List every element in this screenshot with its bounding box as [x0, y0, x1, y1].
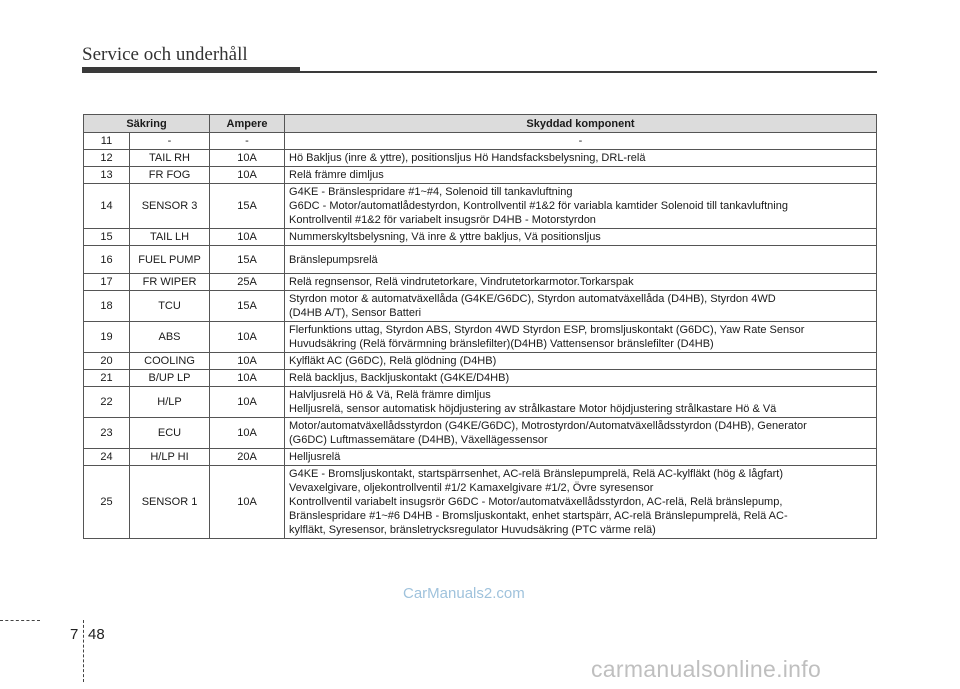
fuse-ampere: -	[210, 133, 285, 150]
footer-rule-vertical	[83, 620, 85, 682]
component-line: Relä backljus, Backljuskontakt (G4KE/D4HB)	[289, 372, 510, 384]
component-line: kylfläkt, Syresensor, bränsletrycksregulator Huvudsäkring (PTC värme relä)	[289, 524, 656, 536]
fuse-name: ABS	[130, 322, 210, 353]
fuse-number: 25	[84, 466, 130, 539]
fuse-ampere: 10A	[210, 322, 285, 353]
page-number: 48	[88, 626, 105, 643]
fuse-ampere: 10A	[210, 229, 285, 246]
component-line: Kontrollventil variabelt insugsrör G6DC - Motor/automatväxellådsstyrdon, AC-relä, Relä bränslepump,	[289, 496, 783, 508]
table-row	[84, 418, 877, 449]
protected-component	[285, 291, 877, 322]
fuse-ampere: 10A	[210, 167, 285, 184]
fuse-number: 20	[84, 353, 130, 370]
protected-component	[285, 370, 877, 387]
fuse-number: 22	[84, 387, 130, 418]
protected-component	[285, 466, 877, 539]
fuse-ampere: 20A	[210, 449, 285, 466]
protected-component	[285, 322, 877, 353]
fuse-number: 21	[84, 370, 130, 387]
fuse-number: 18	[84, 291, 130, 322]
header-rule-thin	[300, 71, 877, 73]
header-ampere: Ampere	[210, 115, 285, 133]
component-line: Vevaxelgivare, oljekontrollventil #1/2 Kamaxelgivare #1/2, Övre syresensor	[289, 482, 654, 494]
fuse-ampere: 10A	[210, 150, 285, 167]
table-row	[84, 387, 877, 418]
component-line: Relä regnsensor, Relä vindrutetorkare, Vindrutetorkarmotor.Torkarspak	[289, 276, 634, 288]
protected-component	[285, 150, 877, 167]
fuse-table-body	[84, 133, 877, 539]
protected-component	[285, 184, 877, 229]
component-line: Halvljusrelä Hö & Vä, Relä främre dimljus	[289, 389, 491, 401]
component-line: Helljusrelä	[289, 451, 341, 463]
fuse-ampere: 25A	[210, 274, 285, 291]
fuse-ampere: 10A	[210, 387, 285, 418]
table-row	[84, 184, 877, 229]
fuse-name: TCU	[130, 291, 210, 322]
fuse-name: H/LP HI	[130, 449, 210, 466]
fuse-name: -	[130, 133, 210, 150]
watermark-upper: CarManuals2.com	[403, 585, 525, 602]
fuse-ampere: 15A	[210, 184, 285, 229]
fuse-name: B/UP LP	[130, 370, 210, 387]
fuse-number: 14	[84, 184, 130, 229]
protected-component	[285, 229, 877, 246]
protected-component	[285, 418, 877, 449]
fuse-name: ECU	[130, 418, 210, 449]
table-row	[84, 466, 877, 539]
fuse-name: SENSOR 3	[130, 184, 210, 229]
table-row	[84, 133, 877, 150]
table-row	[84, 246, 877, 274]
watermark-lower: carmanualsonline.info	[591, 656, 822, 682]
fuse-number: 12	[84, 150, 130, 167]
component-line: Nummerskyltsbelysning, Vä inre & yttre bakljus, Vä positionsljus	[289, 231, 601, 243]
fuse-number: 24	[84, 449, 130, 466]
fuse-name: SENSOR 1	[130, 466, 210, 539]
table-header-row	[84, 115, 877, 133]
fuse-number: 17	[84, 274, 130, 291]
protected-component	[285, 274, 877, 291]
component-line: Hö Bakljus (inre & yttre), positionsljus Hö Handsfacksbelysning, DRL-relä	[289, 152, 646, 164]
component-line: Helljusrelä, sensor automatisk höjdjustering av strålkastare Motor höjdjustering strålkastare Hö & Vä	[289, 403, 777, 415]
table-row	[84, 353, 877, 370]
component-line: G6DC - Motor/automatlådestyrdon, Kontrollventil #1&2 för variabla kamtider Solenoid till tankavluftning	[289, 200, 788, 212]
table-row	[84, 449, 877, 466]
fuse-name: TAIL LH	[130, 229, 210, 246]
fuse-ampere: 10A	[210, 353, 285, 370]
fuse-name: H/LP	[130, 387, 210, 418]
fuse-name: FUEL PUMP	[130, 246, 210, 274]
table-row	[84, 150, 877, 167]
fuse-ampere: 10A	[210, 466, 285, 539]
table-row	[84, 229, 877, 246]
table-row	[84, 370, 877, 387]
fuse-ampere: 15A	[210, 291, 285, 322]
protected-component	[285, 387, 877, 418]
table-row	[84, 322, 877, 353]
fuse-name: COOLING	[130, 353, 210, 370]
footer-rule-horizontal	[0, 620, 40, 622]
fuse-number: 11	[84, 133, 130, 150]
fuse-number: 23	[84, 418, 130, 449]
component-line: Bränslepumpsrelä	[289, 253, 378, 266]
component-line: Kontrollventil #1&2 för variabelt insugsrör D4HB - Motorstyrdon	[289, 214, 596, 226]
table-row	[84, 274, 877, 291]
section-title: Service och underhåll	[82, 44, 248, 65]
component-line: (G6DC) Luftmassemätare (D4HB), Växellägessensor	[289, 434, 548, 446]
fuse-ampere: 15A	[210, 246, 285, 274]
fuse-number: 15	[84, 229, 130, 246]
header-fuse: Säkring	[84, 115, 210, 133]
fuse-number: 13	[84, 167, 130, 184]
component-line: Motor/automatväxellådsstyrdon (G4KE/G6DC), Motrostyrdon/Automatväxellådsstyrdon (D4HB), Generator	[289, 420, 807, 432]
fuse-ampere: 10A	[210, 370, 285, 387]
component-line: -	[578, 135, 583, 147]
fuse-number: 16	[84, 246, 130, 274]
fuse-name: FR WIPER	[130, 274, 210, 291]
component-line: Styrdon motor & automatväxellåda (G4KE/G6DC), Styrdon automatväxellåda (D4HB), Styrdon 4WD	[289, 293, 776, 305]
component-line: Relä främre dimljus	[289, 169, 384, 181]
header-component: Skyddad komponent	[285, 115, 877, 133]
fuse-number: 19	[84, 322, 130, 353]
chapter-number: 7	[70, 626, 79, 643]
component-line: Flerfunktions uttag, Styrdon ABS, Styrdon 4WD Styrdon ESP, bromsljuskontakt (G6DC), Yaw Rate Sensor	[289, 324, 805, 336]
fuse-ampere: 10A	[210, 418, 285, 449]
protected-component	[285, 133, 877, 150]
fuse-name: FR FOG	[130, 167, 210, 184]
component-line: Huvudsäkring (Relä förvärmning bränslefilter)(D4HB) Vattensensor bränslefilter (D4HB)	[289, 338, 714, 350]
fuse-table	[83, 114, 877, 539]
component-line: Bränslespridare #1~#6 D4HB - Bromsljuskontakt, enhet startspärr, AC-relä Bränslepumprelä, Relä AC-	[289, 510, 788, 522]
component-line: (D4HB A/T), Sensor Batteri	[289, 307, 422, 319]
component-line: G4KE - Bromsljuskontakt, startspärrsenhet, AC-relä Bränslepumprelä, Relä AC-kylfläkt (hög & lågfart)	[289, 468, 783, 480]
protected-component	[285, 167, 877, 184]
fuse-name: TAIL RH	[130, 150, 210, 167]
component-line: Kylfläkt AC (G6DC), Relä glödning (D4HB)	[289, 355, 497, 367]
protected-component	[285, 353, 877, 370]
table-row	[84, 167, 877, 184]
protected-component	[285, 246, 877, 274]
table-row	[84, 291, 877, 322]
protected-component	[285, 449, 877, 466]
header-rule-thick	[82, 67, 300, 73]
component-line: G4KE - Bränslespridare #1~#4, Solenoid till tankavluftning	[289, 186, 573, 198]
